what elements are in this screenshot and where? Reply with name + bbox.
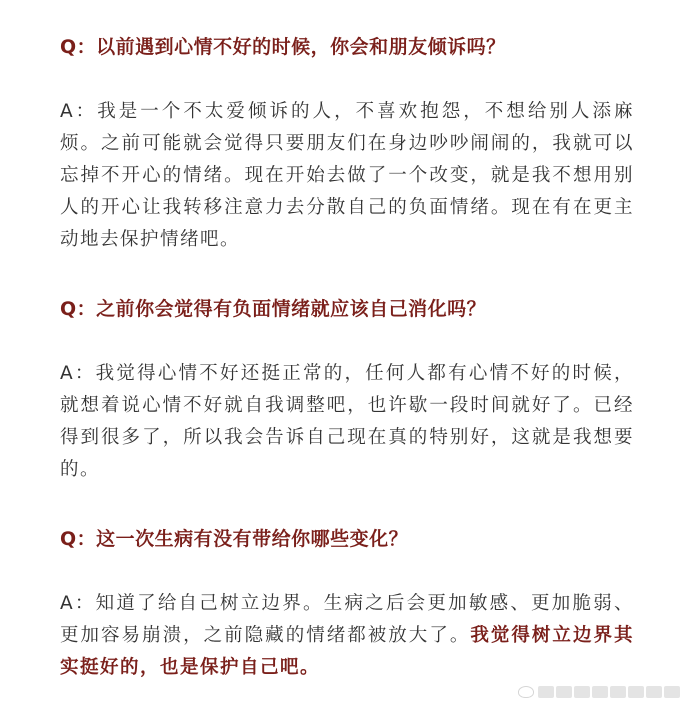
weibo-logo-icon xyxy=(518,686,534,698)
watermark-text-block xyxy=(610,686,626,698)
watermark-text-block xyxy=(538,686,554,698)
watermark xyxy=(518,686,680,698)
question-1: Q：以前遇到心情不好的时候，你会和朋友倾诉吗？ xyxy=(60,36,506,58)
answer-1: A：我是一个不太爱倾诉的人，不喜欢抱怨，不想给别人添麻烦。之前可能就会觉得只要朋友们在身边吵吵闹闹的，我就可以忘掉不开心的情绪。现在开始去做了一个改变，就是我不想用别人的开心让我转移注意力去分散自己的负面情绪。现在有在更主动地去保护情绪吧。 xyxy=(60,101,634,250)
question-2: Q：之前你会觉得有负面情绪就应该自己消化吗？ xyxy=(60,298,487,320)
answer-3 xyxy=(60,588,634,684)
watermark-text-block xyxy=(556,686,572,698)
question-3: Q：这一次生病有没有带给你哪些变化？ xyxy=(60,528,409,550)
answer-2: A：我觉得心情不好还挺正常的，任何人都有心情不好的时候，就想着说心情不好就自我调整吧，也许歇一段时间就好了。已经得到很多了，所以我会告诉自己现在真的特别好，这就是我想要的。 xyxy=(60,363,634,480)
watermark-text-block xyxy=(646,686,662,698)
watermark-text-block xyxy=(628,686,644,698)
answer-3-text: A：知道了给自己树立边界。生病之后会更加敏感、更加脆弱、更加容易崩溃，之前隐藏的情绪都被放大了。 xyxy=(60,593,634,646)
answer-3-emphasis: 我觉得树立边界其实挺好的，也是保护自己吧。 xyxy=(60,625,634,678)
watermark-text-block xyxy=(592,686,608,698)
watermark-text-block xyxy=(664,686,680,698)
watermark-text-block xyxy=(574,686,590,698)
